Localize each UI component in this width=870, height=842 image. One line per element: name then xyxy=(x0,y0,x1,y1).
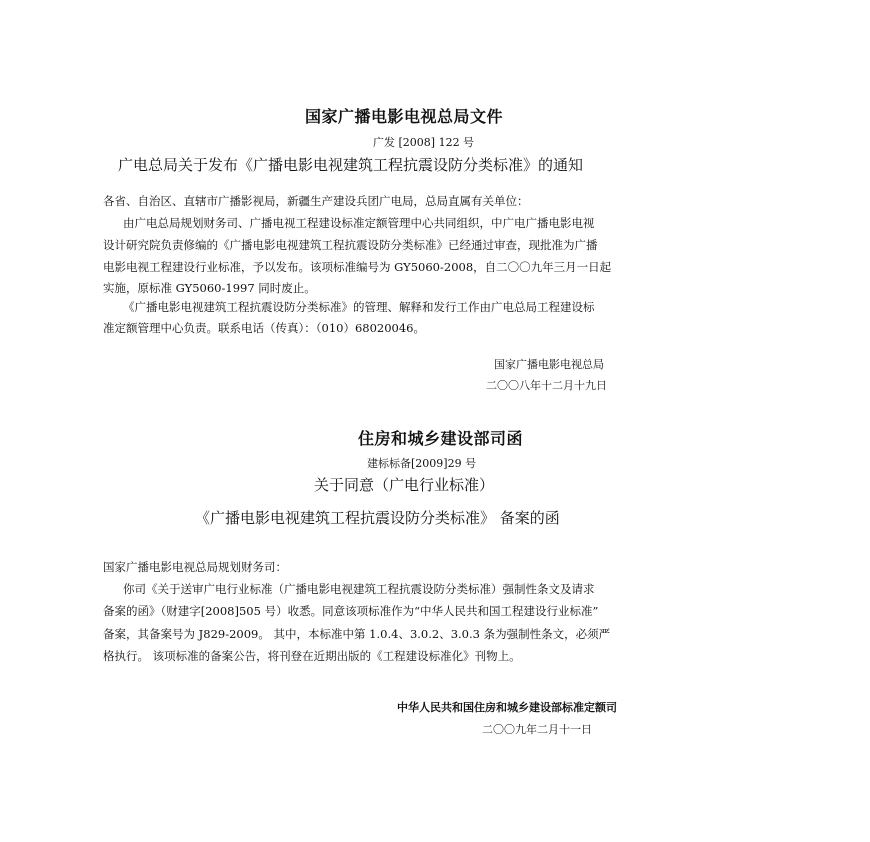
doc2-title: 住房和城乡建设部司函 xyxy=(358,429,524,448)
doc2-body-line: 备案的函》（财建字[2008]505 号）收悉。同意该项标准作为“中华人民共和国工程建设行业标准” xyxy=(103,604,599,618)
doc1-signature: 国家广播电影电视总局 xyxy=(494,358,604,371)
doc2-addressee: 国家广播电影电视总局规划财务司： xyxy=(103,560,287,574)
doc2-doc-number: 建标标备[2009]29 号 xyxy=(367,457,477,470)
doc2-body-line: 格执行。 该项标准的备案公告，将刊登在近期出版的《工程建设标准化》刊物上。 xyxy=(103,649,521,663)
doc2-subject-line1: 关于同意（广电行业标准） xyxy=(314,476,495,494)
doc1-doc-number: 广发 [2008] 122 号 xyxy=(373,136,475,149)
doc1-subject: 广电总局关于发布《广播电影电视建筑工程抗震设防分类标准》的通知 xyxy=(118,156,584,174)
doc1-addressee: 各省、自治区、直辖市广播影视局，新疆生产建设兵团广电局，总局直属有关单位： xyxy=(103,194,529,208)
doc2-body-line: 备案，其备案号为 J829-2009。 其中，本标准中第 1.0.4、3.0.2、3.0.3 条为强制性条文，必须严 xyxy=(103,627,611,641)
doc1-body-line: 由广电总局规划财务司、广播电视工程建设标准定额管理中心共同组织，中广电广播电影电视 xyxy=(123,216,595,230)
doc1-body-line: 电影电视工程建设行业标准，予以发布。该项标准编号为 GY5060-2008，自二〇〇九年三月一日起 xyxy=(103,260,612,274)
doc1-body-line: 设计研究院负责修编的《广播电影电视建筑工程抗震设防分类标准》已经通过审查，现批准为广播 xyxy=(103,238,598,252)
doc2-body-line: 你司《关于送审广电行业标准（广播电影电视建筑工程抗震设防分类标准）强制性条文及请求 xyxy=(123,582,595,596)
doc2-subject-line2: 《广播电影电视建筑工程抗震设防分类标准》 备案的函 xyxy=(195,509,560,527)
doc1-body-line: 准定额管理中心负责。联系电话（传真）：（010）68020046。 xyxy=(103,321,425,335)
doc1-body-line: 《广播电影电视建筑工程抗震设防分类标准》的管理、解释和发行工作由广电总局工程建设标 xyxy=(123,300,595,314)
doc1-body-line: 实施，原标准 GY5060-1997 同时废止。 xyxy=(103,281,316,295)
doc1-title: 国家广播电影电视总局文件 xyxy=(305,107,504,126)
doc1-date: 二〇〇八年十二月十九日 xyxy=(486,379,607,392)
doc2-date: 二〇〇九年二月十一日 xyxy=(482,723,592,736)
doc2-signature: 中华人民共和国住房和城乡建设部标准定额司 xyxy=(397,701,617,714)
